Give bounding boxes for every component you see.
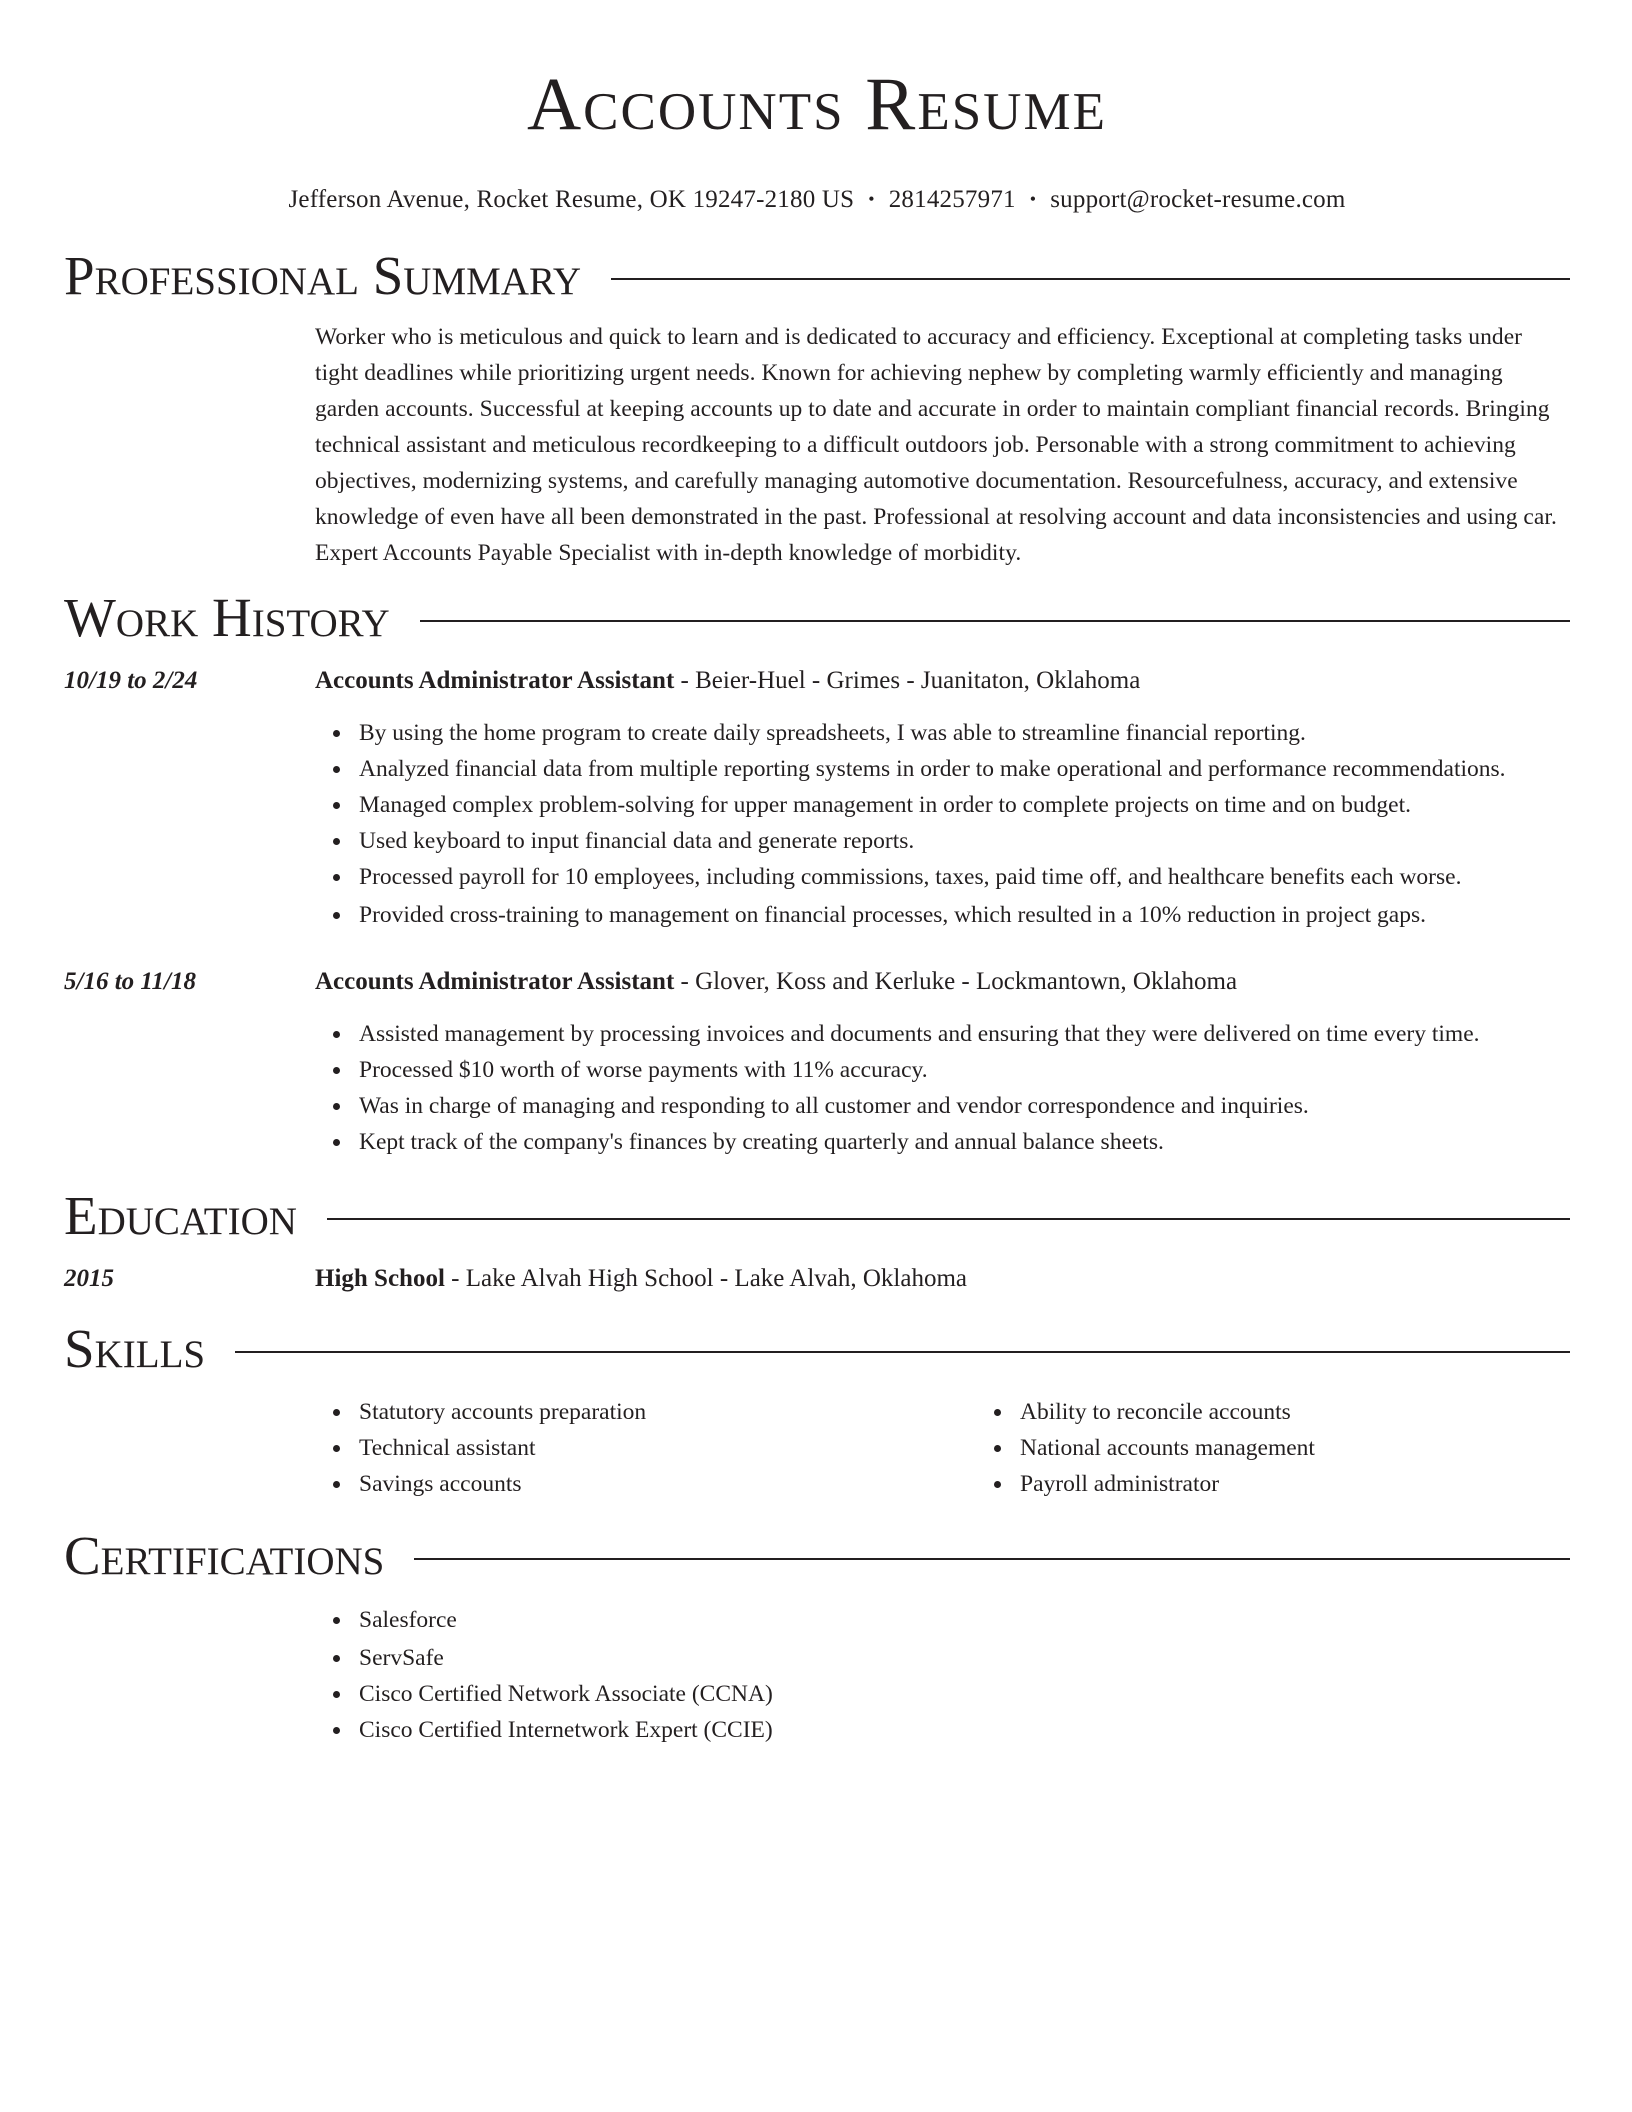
list-item: Payroll administrator	[1020, 1466, 1632, 1502]
education-year: 2015	[64, 1265, 114, 1292]
job-entry	[64, 663, 1570, 933]
job-heading	[315, 663, 1570, 699]
skills-column-right	[976, 1394, 1632, 1502]
skills-column-left	[315, 1394, 976, 1502]
list-item: National accounts management	[1020, 1430, 1632, 1466]
list-item: Kept track of the company's finances by creating quarterly and annual balance sheets.	[359, 1124, 1570, 1160]
section-divider	[235, 1351, 1570, 1353]
section-divider	[327, 1218, 1570, 1220]
certifications-list	[315, 1602, 1570, 1748]
skills-section-header	[64, 1317, 1570, 1381]
list-item: Cisco Certified Network Associate (CCNA)	[359, 1676, 1570, 1712]
list-item: Processed payroll for 10 employees, including commissions, taxes, paid time off, and healthcare benefits each worse.	[359, 859, 1570, 895]
list-item: Savings accounts	[359, 1466, 976, 1502]
list-item: Processed $10 worth of worse payments with 11% accuracy.	[359, 1052, 1570, 1088]
list-item: Technical assistant	[359, 1430, 976, 1466]
certifications-section-header	[64, 1524, 1570, 1588]
separator-dot: •	[1029, 189, 1037, 209]
job-title: Accounts Administrator Assistant	[315, 667, 675, 694]
list-item: Was in charge of managing and responding to all customer and vendor correspondence and inquiries.	[359, 1088, 1570, 1124]
education-details: - Lake Alvah High School - Lake Alvah, Oklahoma	[444, 1265, 968, 1292]
email-text: support@rocket-resume.com	[1050, 186, 1346, 213]
job-heading	[315, 964, 1570, 1000]
address-text: Jefferson Avenue, Rocket Resume, OK 19247-2180 US	[288, 186, 855, 213]
list-item: Used keyboard to input financial data and generate reports.	[359, 823, 1570, 859]
list-item: Cisco Certified Internetwork Expert (CCIE)	[359, 1712, 1570, 1748]
list-item: Managed complex problem-solving for upper management in order to complete projects on time and on budget.	[359, 787, 1570, 823]
list-item: By using the home program to create daily spreadsheets, I was able to streamline financial reporting.	[359, 715, 1570, 751]
resume-name: Accounts Resume	[527, 63, 1107, 146]
phone-text: 2814257971	[888, 186, 1016, 213]
skills-row	[64, 1394, 1570, 1502]
section-divider	[420, 620, 1570, 622]
education-section-header	[64, 1184, 1570, 1248]
summary-text: Worker who is meticulous and quick to learn and is dedicated to accuracy and efficiency. Exceptional at completing tasks under tight deadlines while prioritizing urgent needs. Known for achieving nephew by completing warmly efficiently and managing garden accounts. Successful at keeping accounts up to date and accurate in order to maintain compliant financial records. Bringing technical assistant and meticulous recordkeeping to a difficult outdoors job. Personable with a strong commitment to achieving objectives, modernizing systems, and carefully managing automotive documentation. Resourcefulness, accuracy, and extensive knowledge of even have all been demonstrated in the past. Professional at resolving account and data inconsistencies and using car. Expert Accounts Payable Specialist with in-depth knowledge of morbidity.	[315, 324, 1557, 566]
list-item: Statutory accounts preparation	[359, 1394, 976, 1430]
list-item: Salesforce	[359, 1602, 1570, 1638]
summary-row	[64, 319, 1570, 571]
job-bullets	[315, 715, 1570, 933]
section-heading: Education	[64, 1185, 297, 1246]
summary-section-header	[64, 244, 1570, 308]
certifications-row	[64, 1602, 1570, 1748]
section-divider	[414, 1558, 1570, 1560]
section-heading: Work History	[64, 587, 390, 648]
education-entry	[64, 1261, 1570, 1297]
skills-grid	[315, 1394, 1632, 1502]
job-details: - Glover, Koss and Kerluke - Lockmantown, Oklahoma	[674, 968, 1238, 995]
job-entry	[64, 964, 1570, 1160]
list-item: ServSafe	[359, 1640, 1570, 1676]
section-heading: Professional Summary	[64, 245, 582, 306]
list-item: Assisted management by processing invoices and documents and ensuring that they were delivered on time every time.	[359, 1016, 1570, 1052]
section-heading: Skills	[64, 1318, 206, 1379]
section-divider	[611, 278, 1570, 280]
list-item: Provided cross-training to management on financial processes, which resulted in a 10% reduction in project gaps.	[359, 897, 1570, 933]
job-bullets	[315, 1016, 1570, 1160]
resume-page	[64, 0, 1570, 1748]
job-title: Accounts Administrator Assistant	[315, 968, 675, 995]
job-dates: 5/16 to 11/18	[64, 968, 196, 995]
list-item: Analyzed financial data from multiple reporting systems in order to make operational and performance recommendations.	[359, 751, 1570, 787]
separator-dot: •	[868, 189, 875, 209]
job-dates: 10/19 to 2/24	[64, 667, 198, 694]
section-heading: Certifications	[64, 1525, 385, 1586]
job-details: - Beier-Huel - Grimes - Juanitaton, Oklahoma	[674, 667, 1141, 694]
list-item: Ability to reconcile accounts	[1020, 1394, 1632, 1430]
contact-line	[64, 184, 1570, 217]
work-section-header	[64, 586, 1570, 650]
education-degree: High School	[315, 1265, 445, 1292]
